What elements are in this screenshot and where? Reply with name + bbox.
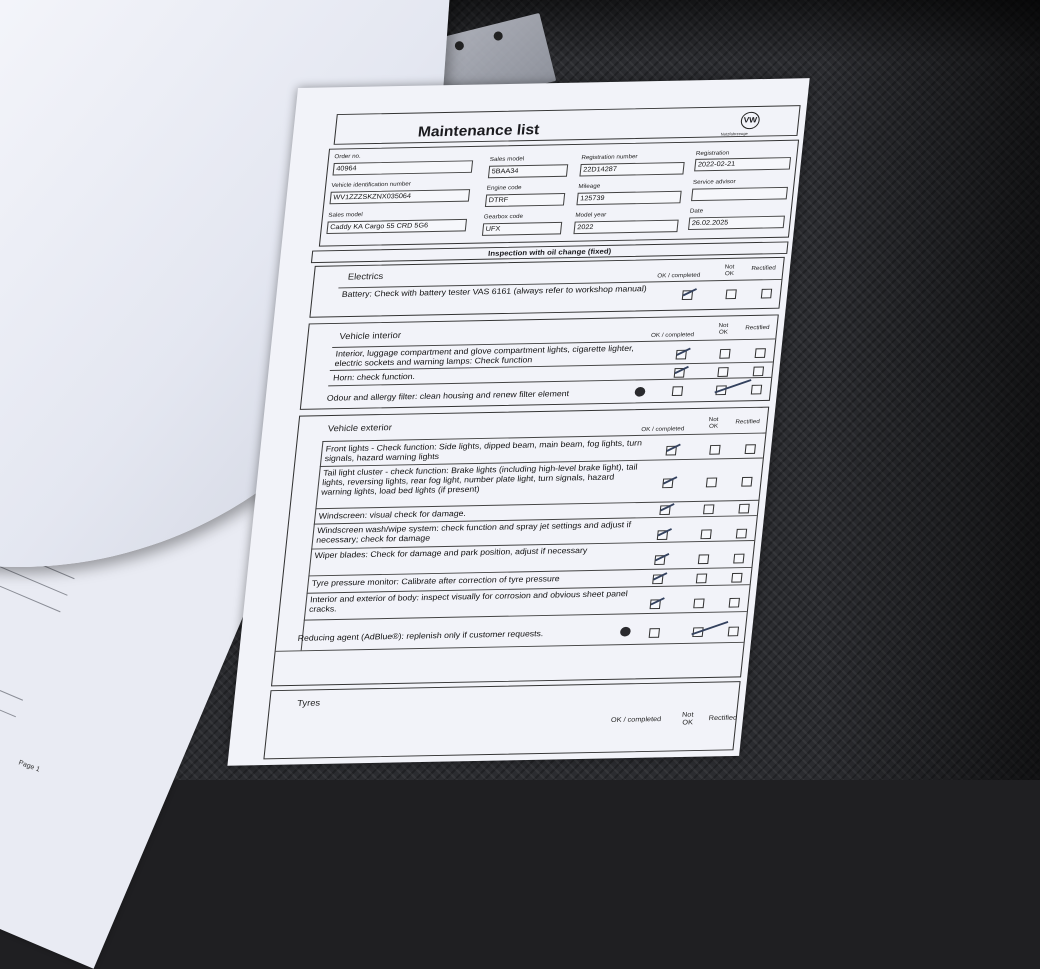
col-rectified: Rectified: [735, 419, 760, 426]
field-label-vin: Vehicle identification number: [331, 182, 411, 189]
col-ok-completed: OK / completed: [657, 273, 701, 281]
checkbox-not-ok[interactable]: [693, 599, 704, 609]
field-label-mileage: Mileage: [578, 184, 600, 190]
field-value-engine-code: DTRF: [485, 193, 565, 207]
col-not-ok-bottom: OK: [718, 330, 728, 337]
filled-circle-icon: [634, 387, 645, 397]
checkbox-not-ok[interactable]: [703, 504, 714, 514]
field-label-model-year: Model year: [575, 212, 606, 218]
checkbox-rectified[interactable]: [729, 598, 740, 608]
field-label-registration-number: Registration number: [581, 154, 638, 161]
checklist-item: Front lights - Check function: Side lights, dipped beam, main beam, fog lights, turn signals, hazard warning lights: [324, 438, 648, 463]
field-value-service-advisor: [691, 187, 788, 201]
document-title: Maintenance list: [417, 122, 540, 141]
title-box: [334, 105, 801, 145]
checklist-item: Interior and exterior of body: inspect visually for corrosion and obvious sheet panel cracks.: [309, 588, 633, 613]
section-tyres: [263, 681, 740, 759]
checkbox-rectified[interactable]: [741, 477, 752, 487]
col-not-ok-bottom: OK: [682, 719, 693, 726]
field-value-sales-model-name: Caddy KA Cargo 55 CRD 5G6: [326, 219, 467, 234]
checklist-item: Battery: Check with battery tester VAS 6161 (always refer to workshop manual): [341, 283, 654, 299]
col-not-ok-top: Not: [708, 417, 718, 424]
checkbox-not-ok[interactable]: [706, 478, 717, 488]
checkbox-not-ok[interactable]: [725, 289, 736, 299]
field-label-registration: Registration: [696, 151, 730, 157]
page-label: Page 1: [17, 759, 40, 773]
col-not-ok-bottom: OK: [725, 271, 735, 278]
checkbox-not-ok[interactable]: [700, 529, 711, 539]
checkbox-rectified[interactable]: [736, 529, 747, 539]
col-not-ok-bottom: OK: [709, 424, 719, 431]
checklist-item: Reducing agent (AdBlue®): replenish only if customer requests.: [297, 627, 631, 643]
field-value-order-no: 40964: [332, 160, 473, 175]
section-interior: [300, 314, 779, 409]
seat-side-shadow: [820, 0, 1040, 780]
field-label-service-advisor: Service advisor: [693, 179, 736, 186]
col-ok-completed: OK / completed: [611, 716, 662, 724]
maintenance-list-document: [227, 78, 809, 766]
col-rectified: Rectified: [745, 325, 770, 332]
checklist-item: Interior, luggage compartment and glove compartment lights, cigarette lighter, electric sockets and warning lamps: Check function: [334, 343, 658, 368]
checkbox-rectified[interactable]: [728, 627, 739, 637]
col-rectified: Rectified: [708, 715, 737, 722]
field-label-sales-model-name: Sales model: [328, 212, 363, 218]
checkbox-rectified[interactable]: [731, 573, 742, 583]
section-title-exterior: Vehicle exterior: [327, 422, 392, 433]
section-title-tyres: Tyres: [297, 698, 321, 708]
field-label-date: Date: [690, 209, 704, 215]
field-label-engine-code: Engine code: [486, 185, 521, 191]
checkbox-rectified[interactable]: [733, 554, 744, 564]
section-electrics: [309, 257, 784, 318]
field-value-model-year: 2022: [573, 220, 678, 234]
checkbox-ok[interactable]: [649, 628, 660, 638]
field-label-order-no: Order no.: [334, 154, 361, 160]
checklist-item: Windscreen: visual check for damage.: [318, 505, 641, 521]
checklist-item: Wiper blades: Check for damage and park position, adjust if necessary: [314, 544, 637, 560]
col-ok-completed: OK / completed: [641, 426, 685, 434]
checklist-item: Tyre pressure monitor: Calibrate after correction of tyre pressure: [311, 572, 645, 588]
field-value-vin: WV1ZZZSKZNX035064: [329, 189, 470, 204]
checkbox-not-ok[interactable]: [698, 554, 709, 564]
field-value-date: 26.02.2025: [688, 216, 785, 230]
vw-logo-icon: VW: [740, 112, 761, 130]
checklist-item: Tail light cluster - check function: Brake lights (including high-level brake light), tail lights, reversing lights, rear fog light, number plate light, turn signals, hazard warning lights, load bed lights (if present): [321, 462, 648, 497]
field-value-registration: 2022-02-21: [694, 157, 791, 171]
col-not-ok-top: Not: [682, 712, 694, 719]
brand-text: Nutzfahrzeuge: [721, 131, 749, 136]
col-rectified: Rectified: [751, 266, 776, 273]
field-value-registration-number: 22D14287: [579, 162, 684, 176]
field-value-sales-model: 5BAA34: [488, 164, 568, 178]
checklist-item: Windscreen wash/wipe system: check function and spray jet settings and adjust if necessary; check for damage: [316, 519, 651, 545]
checkbox-rectified[interactable]: [755, 348, 766, 358]
checkbox-rectified[interactable]: [745, 444, 756, 454]
checkbox-not-ok[interactable]: [719, 349, 730, 359]
field-value-mileage: 125739: [576, 191, 681, 205]
section-title-electrics: Electrics: [347, 271, 383, 281]
checkbox-rectified[interactable]: [761, 289, 772, 299]
checklist-item: Odour and allergy filter: clean housing and renew filter element: [326, 387, 639, 403]
checkbox-ok[interactable]: [672, 386, 683, 396]
checkbox-not-ok[interactable]: [717, 367, 728, 377]
checkbox-rectified[interactable]: [753, 366, 764, 376]
section-title-interior: Vehicle interior: [339, 330, 401, 341]
section-exterior: [271, 407, 769, 687]
field-value-gearbox-code: UFX: [482, 222, 562, 236]
field-label-gearbox-code: Gearbox code: [483, 214, 523, 221]
col-not-ok-top: Not: [718, 323, 728, 330]
checkbox-not-ok[interactable]: [696, 574, 707, 584]
checkbox-not-ok[interactable]: [709, 445, 720, 455]
checkbox-rectified[interactable]: [738, 504, 749, 514]
field-label-sales-model: Sales model: [489, 156, 524, 162]
col-not-ok-top: Not: [724, 265, 734, 272]
col-ok-completed: OK / completed: [651, 332, 695, 340]
checkbox-rectified[interactable]: [751, 385, 762, 395]
checklist-item: Horn: check function.: [333, 367, 656, 383]
inspection-bar-text: Inspection with oil change (fixed): [312, 243, 787, 261]
